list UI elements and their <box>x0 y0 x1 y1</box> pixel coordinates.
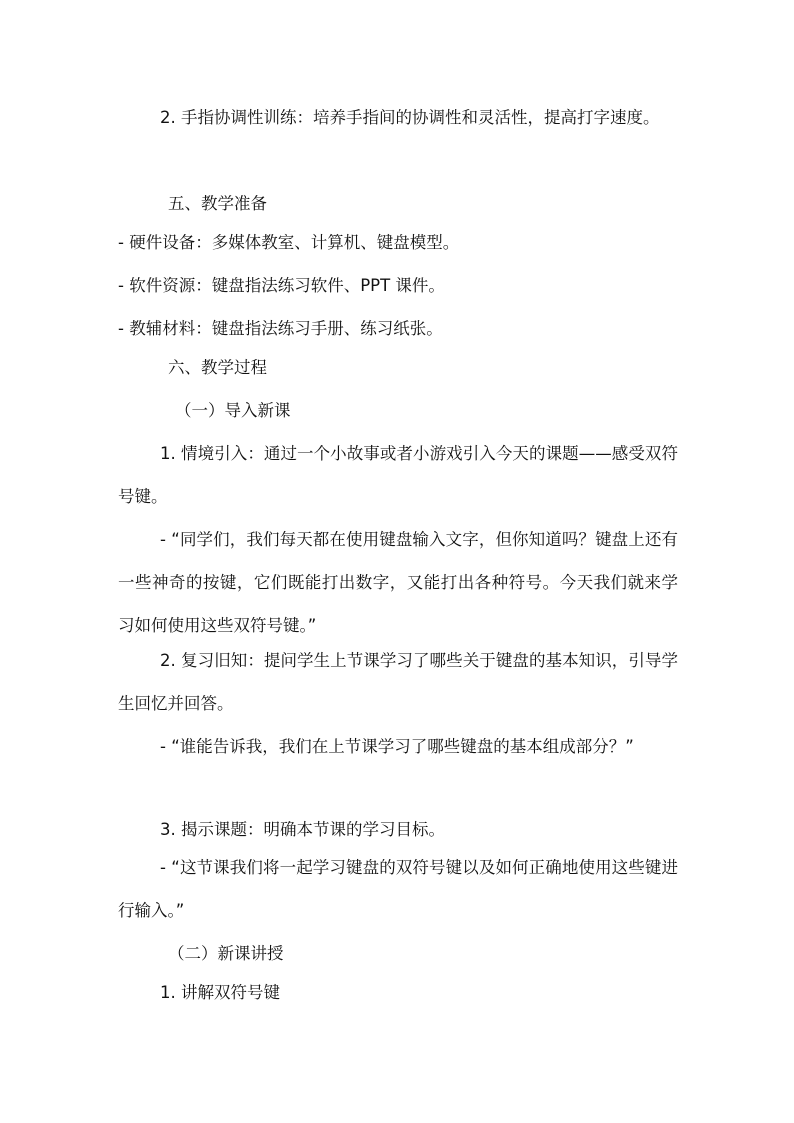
paragraph-review: 2. 复习旧知：提问学生上节课学习了哪些关于键盘的基本知识，引导学生回忆并回答。 <box>118 651 678 713</box>
subheading-introduction: （一）导入新课 <box>175 401 291 420</box>
list-item-materials: - 教辅材料：键盘指法练习手册、练习纸张。 <box>118 319 443 338</box>
paragraph-explain-keys: 1. 讲解双符号键 <box>160 983 280 1002</box>
paragraph-finger-coordination: 2. 手指协调性训练：培养手指间的协调性和灵活性，提高打字速度。 <box>160 108 660 127</box>
list-item-software: - 软件资源：键盘指法练习软件、PPT 课件。 <box>118 276 445 295</box>
paragraph-situation-intro: 1. 情境引入：通过一个小故事或者小游戏引入今天的课题——感受双符号键。 <box>118 444 678 506</box>
quote-teacher-2: - “谁能告诉我，我们在上节课学习了哪些键盘的基本组成部分？” <box>160 737 634 756</box>
quote-teacher-1: - “同学们，我们每天都在使用键盘输入文字，但你知道吗？键盘上还有一些神奇的按键，它们既能打出数字，又能打出各种符号。今天我们就来学习如何使用这些双符号键。” <box>118 530 678 635</box>
list-item-hardware: - 硬件设备：多媒体教室、计算机、键盘模型。 <box>118 233 460 252</box>
heading-teaching-preparation: 五、教学准备 <box>168 194 267 213</box>
heading-teaching-process: 六、教学过程 <box>168 358 267 377</box>
quote-teacher-3: - “这节课我们将一起学习键盘的双符号键以及如何正确地使用这些键进行输入。” <box>118 858 678 920</box>
subheading-new-lesson: （二）新课讲授 <box>168 944 284 963</box>
paragraph-reveal-topic: 3. 揭示课题：明确本节课的学习目标。 <box>160 820 445 839</box>
